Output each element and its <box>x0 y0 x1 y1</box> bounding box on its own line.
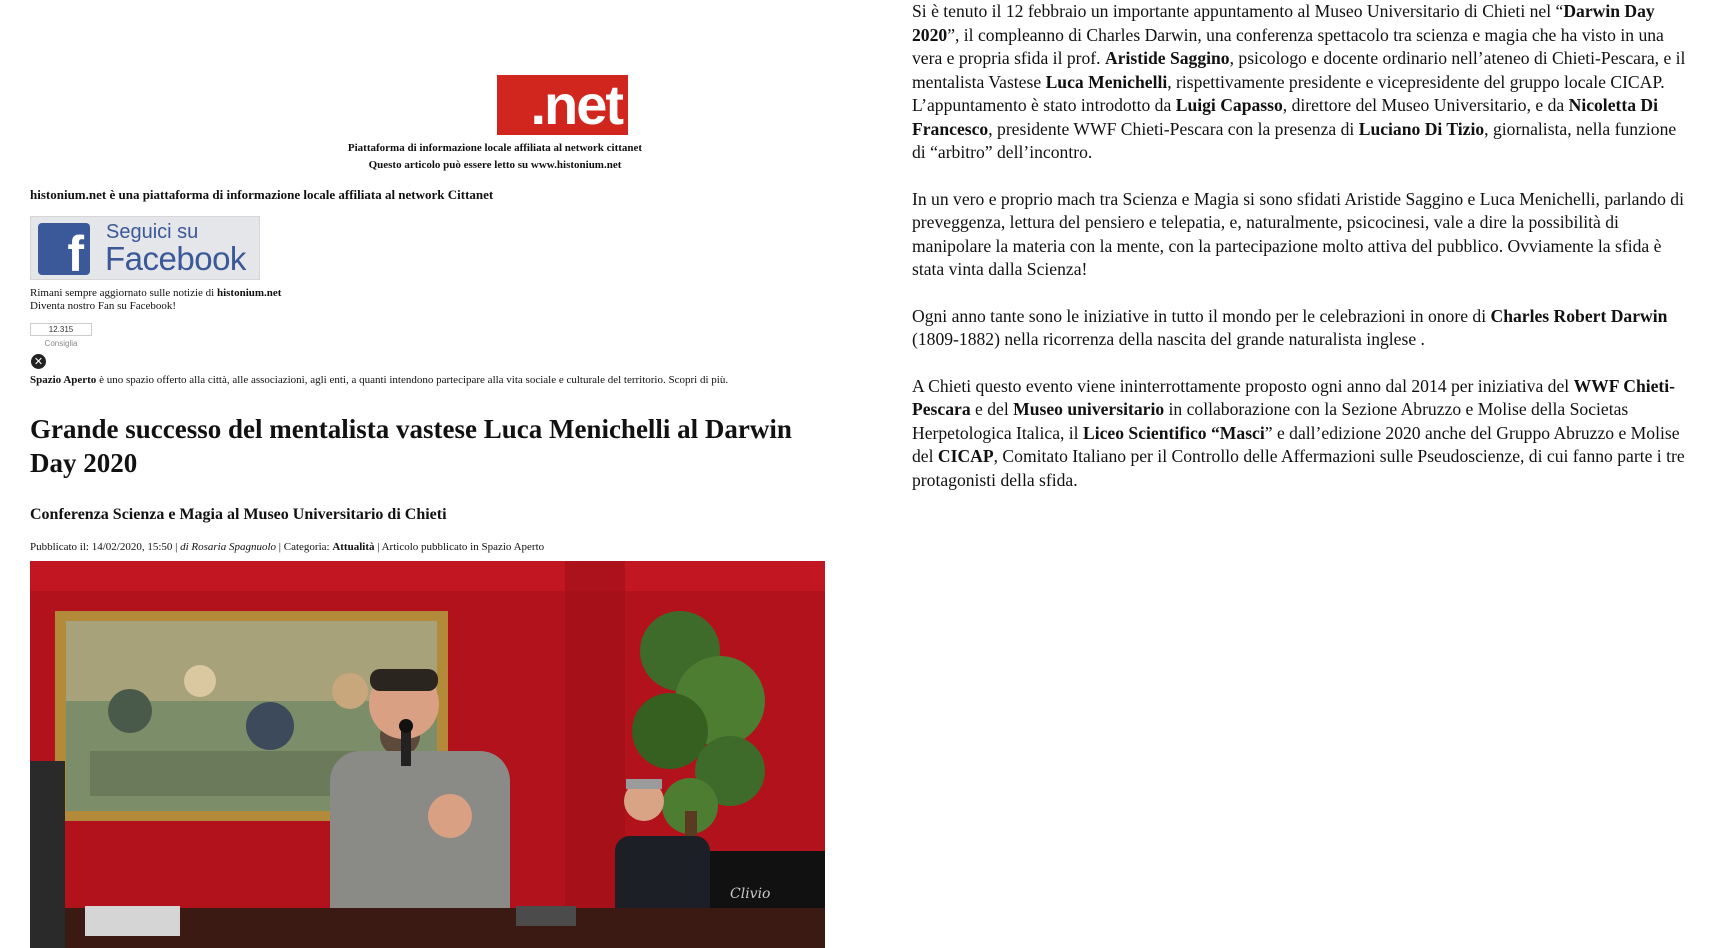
spazio-aperto-text[interactable]: è uno spazio offerto alla città, alle associazioni, agli enti, a quanti intendono partecipare alla vita sociale e culturale del territorio. Scopri di più. <box>96 374 729 386</box>
text-run: , Comitato Italiano per il Controllo delle Affermazioni sulle Pseudoscienze, di cui fanno parte i tre protagonisti della sfida. <box>912 446 1685 490</box>
bold-text: Museo universitario <box>1013 399 1165 419</box>
facebook-note-site: histonium.net <box>216 287 282 299</box>
meta-category[interactable]: Attualità <box>332 541 375 553</box>
facebook-follow-button[interactable] <box>30 216 260 280</box>
meta-author[interactable]: di Rosaria Spagnuolo <box>180 541 277 553</box>
text-run: ”, il compleanno di Charles Darwin, una conferenza spettacolo tra scienza e magia che ha visto in una vera e propria sfida il prof. <box>912 24 1664 68</box>
close-icon[interactable]: ✕ <box>31 354 46 369</box>
text-run: Si è tenuto il 12 febbraio un importante appuntamento al Museo Universitario di Chieti nel “ <box>912 1 1564 21</box>
facebook-line2: Facebook <box>105 240 246 277</box>
paragraph-4 <box>912 375 1692 493</box>
read-line: Questo articolo può essere letto su www.histonium.net <box>368 159 622 171</box>
article-title: Grande successo del mentalista vastese Luca Menichelli al Darwin Day 2020 <box>30 414 792 478</box>
text-run: A Chieti questo evento viene ininterrottamente proposto ogni anno dal 2014 per iniziativa del <box>912 375 1574 396</box>
text-run: ” e dall’edizione 2020 anche del Gruppo Abruzzo e Molise del <box>912 422 1680 466</box>
paragraph-3 <box>912 305 1692 352</box>
article-photo <box>30 561 825 948</box>
bold-text: Darwin Day 2020 <box>912 1 1655 45</box>
bold-text: Luigi Capasso <box>1175 95 1283 115</box>
text-run: L’appuntamento è stato introdotto da <box>912 95 1176 115</box>
spazio-aperto-label: Spazio Aperto <box>30 374 97 386</box>
piano-brand: Clivio <box>730 886 771 902</box>
text-run: , psicologo e docente ordinario nell’ateneo di Chieti-Pescara, e il mentalista Vastese <box>912 48 1686 92</box>
bold-text: CICAP <box>937 446 994 466</box>
text-run: in collaborazione con la Sezione Abruzzo e Molise della Societas Herpetologica Italica, il <box>912 399 1629 443</box>
bold-text: WWF Chieti-Pescara <box>912 375 1676 419</box>
bold-text: Nicoletta Di Francesco <box>912 95 1659 139</box>
text-run: In un vero e proprio mach tra Scienza e Magia si sono sfidati Aristide Saggino e Luca Menichelli, parlando di preveggenza, lettura del pensiero e telepatia, e, naturalmente, psicocinesi, vale a dire la possibilità di manipolare la materia con la mente, con la partecipazione molto attiva del pubblico. Ovviamente la sfida è stata vinta dalla Scienza! <box>912 188 1684 279</box>
facebook-icon: f <box>38 223 90 275</box>
meta-published: Pubblicato il: 14/02/2020, 15:50 | <box>30 541 181 553</box>
bold-text: Luciano Di Tizio <box>1358 118 1485 139</box>
meta-category-label: | Categoria: <box>276 541 333 553</box>
spazio-aperto-note <box>30 374 728 386</box>
platform-line: Piattaforma di informazione locale affiliata al network cittanet <box>347 142 643 154</box>
cittanet-logo[interactable]: .net <box>497 75 628 135</box>
article-meta <box>30 541 544 553</box>
bold-text: Luca Menichelli <box>1045 71 1168 92</box>
facebook-note <box>30 287 281 313</box>
facebook-line1: Seguici su <box>106 221 199 243</box>
like-count: 12.315 <box>30 323 92 336</box>
paragraph-2 <box>912 188 1692 282</box>
paragraph-1 <box>912 0 1692 165</box>
text-run: e del <box>970 399 1014 419</box>
bold-text: Aristide Saggino <box>1104 48 1230 68</box>
text-run: Ogni anno tante sono le iniziative in tutto il mondo per le celebrazioni in onore di <box>912 305 1491 326</box>
text-run: (1809-1882) nella ricorrenza della nascita del grande naturalista inglese . <box>912 329 1425 349</box>
text-run: , rispettivamente presidente e vicepresidente del gruppo locale CICAP. <box>1167 71 1665 92</box>
text-run: , giornalista, nella funzione di “arbitro” dell’incontro. <box>912 118 1677 162</box>
text-run: , presidente WWF Chieti-Pescara con la presenza di <box>988 118 1359 139</box>
article-photo-illustration <box>30 561 825 948</box>
left-column <box>0 0 840 948</box>
article-subtitle: Conferenza Scienza e Magia al Museo Universitario di Chieti <box>30 506 447 523</box>
meta-section: | Articolo pubblicato in Spazio Aperto <box>374 541 545 553</box>
text-run: , direttore del Museo Universitario, e da <box>1282 95 1569 115</box>
bold-text: Charles Robert Darwin <box>1490 305 1668 326</box>
affiliation-note: histonium.net è una piattaforma di informazione locale affiliata al network Cittanet <box>30 187 494 202</box>
bold-text: Liceo Scientifico “Masci <box>1082 422 1265 443</box>
facebook-note-prefix: Rimani sempre aggiornato sulle notizie di <box>30 287 217 299</box>
article-body <box>912 0 1692 515</box>
facebook-note-line2: Diventa nostro Fan su Facebook! <box>30 300 177 312</box>
recommend-button[interactable]: Consiglia <box>44 339 78 348</box>
